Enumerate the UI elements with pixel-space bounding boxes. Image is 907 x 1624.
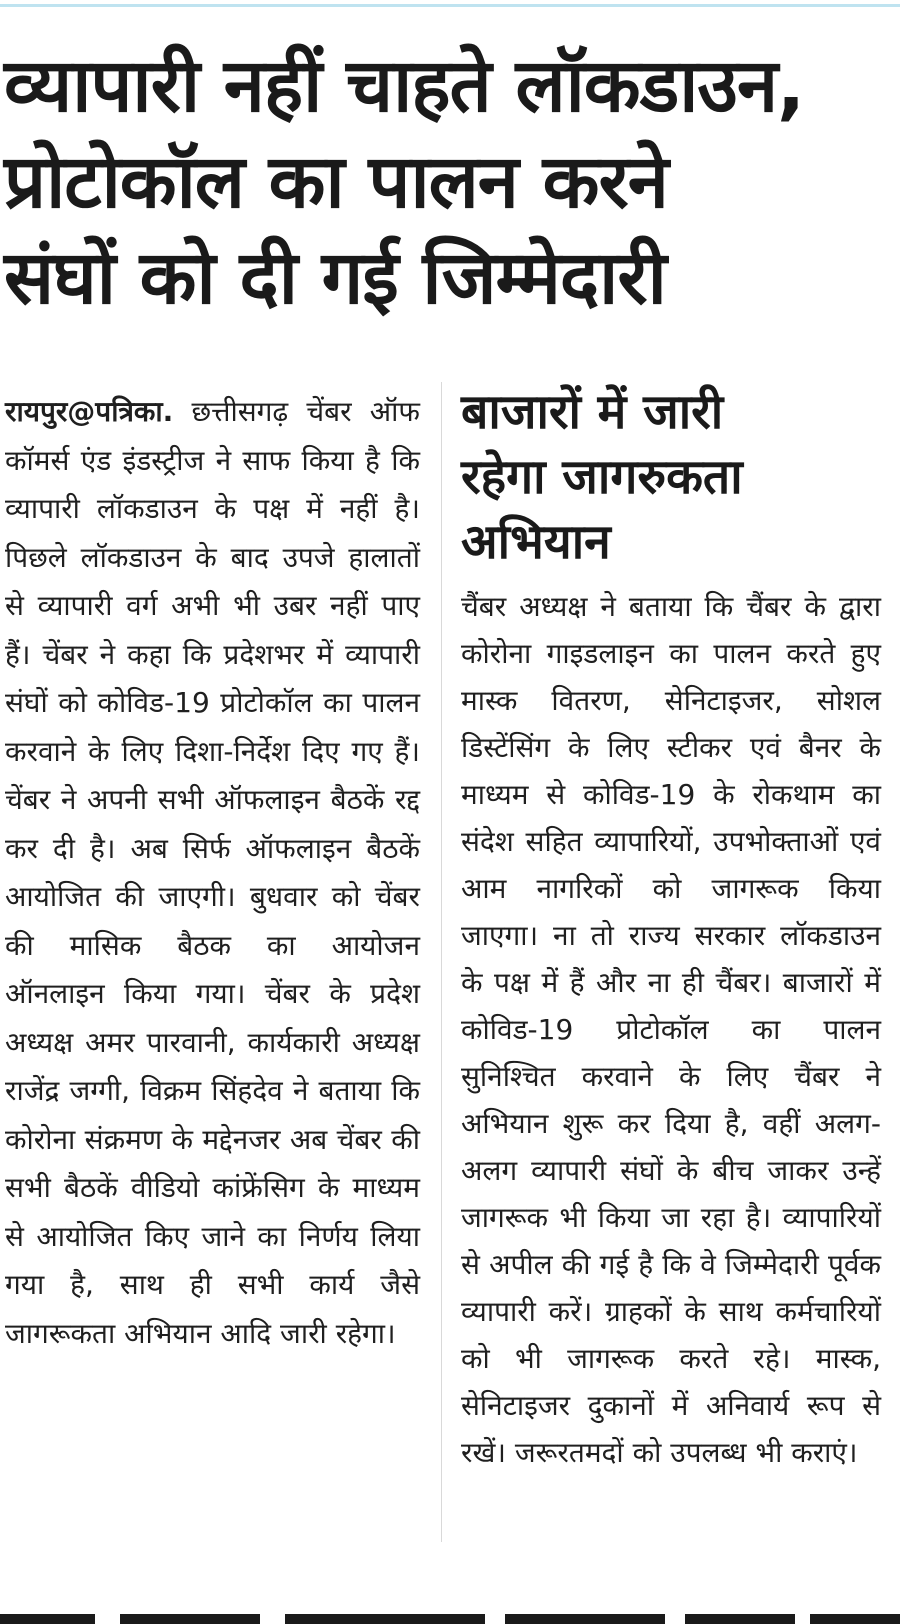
subhead-line-3: अभियान [461,514,611,570]
left-column [5,388,420,1358]
cutoff-glyph-bar [810,1614,900,1624]
next-headline-cutoff [0,1595,900,1624]
cutoff-glyph-bar [120,1614,260,1624]
cutoff-glyph-bar [285,1614,485,1624]
subhead-line-1: बाजारों में जारी [461,384,724,440]
column-divider [441,382,442,1542]
subhead-line-2: रहेगा जागरुकता [461,449,743,505]
headline-line-2: प्रोटोकॉल का पालन करने [4,139,668,225]
dateline: रायपुर@पत्रिका. [5,395,174,428]
cutoff-glyph-bar [505,1614,665,1624]
left-column-body: छत्तीसगढ़ चेंबर ऑफ कॉमर्स एंड इंडस्ट्रीज ने साफ किया है कि व्यापारी लॉकडाउन के पक्ष में नहीं है। पिछले लॉकडाउन के बाद उपजे हालातों से व्यापारी वर्ग अभी भी उबर नहीं पाए हैं। चेंबर ने कहा कि प्रदेशभर में व्यापारी संघों को कोविड-19 प्रोटोकॉल का पालन करवाने के लिए दिशा-निर्देश दिए गए हैं। चेंबर ने अपनी सभी ऑफलाइन बैठकें रद्द कर दी है। अब सिर्फ ऑफलाइन बैठकें आयोजित की जाएगी। बुधवार को चेंबर की मासिक बैठक का आयोजन ऑनलाइन किया गया। चेंबर के प्रदेश अध्यक्ष अमर पारवानी, कार्यकारी अध्यक्ष राजेंद्र जग्गी, विक्रम सिंहदेव ने बताया कि कोरोना संक्रमण के मद्देनजर अब चेंबर की सभी बैठकें वीडियो कांफ्रेंसिग के माध्यम से आयोजित किए जाने का निर्णय लिया गया है, साथ ही सभी कार्य जैसे जागरूकता अभियान आदि जारी रहेगा। [5,395,420,1350]
sub-headline [461,380,881,575]
headline-line-1: व्यापारी नहीं चाहते लॉकडाउन, [4,43,805,129]
cutoff-glyph-bar [685,1614,795,1624]
right-column [461,380,881,1476]
headline-line-3: संघों को दी गई जिम्मेदारी [4,235,666,321]
article-headline [4,38,899,326]
right-column-body: चैंबर अध्यक्ष ने बताया कि चैंबर के द्वारा कोरोना गाइडलाइन का पालन करते हुए मास्क वितरण, सेनिटाइजर, सोशल डिस्टेंसिंग के लिए स्टीकर एवं बैनर के माध्यम से कोविड-19 के रोकथाम का संदेश सहित व्यापारियों, उपभोक्ताओं एवं आम नागरिकों को जागरूक किया जाएगा। ना तो राज्य सरकार लॉकडाउन के पक्ष में हैं और ना ही चैंबर। बाजारों में कोविड-19 प्रोटोकॉल का पालन सुनिश्चित करवाने के लिए चैंबर ने अभियान शुरू कर दिया है, वहीं अलग-अलग व्यापारी संघों के बीच जाकर उन्हें जागरूक भी किया जा रहा है। व्यापारियों से अपील की गई है कि वे जिम्मेदारी पूर्वक व्यापारी करें। ग्राहकों के साथ कर्मचारियों को भी जागरूक करते रहे। मास्क, सेनिटाइजर दुकानों में अनिवार्य रूप से रखें। जरूरतमदों को उपलब्ध भी कराएं। [461,590,881,1469]
top-rule [0,4,900,7]
cutoff-glyph-bar [0,1614,95,1624]
